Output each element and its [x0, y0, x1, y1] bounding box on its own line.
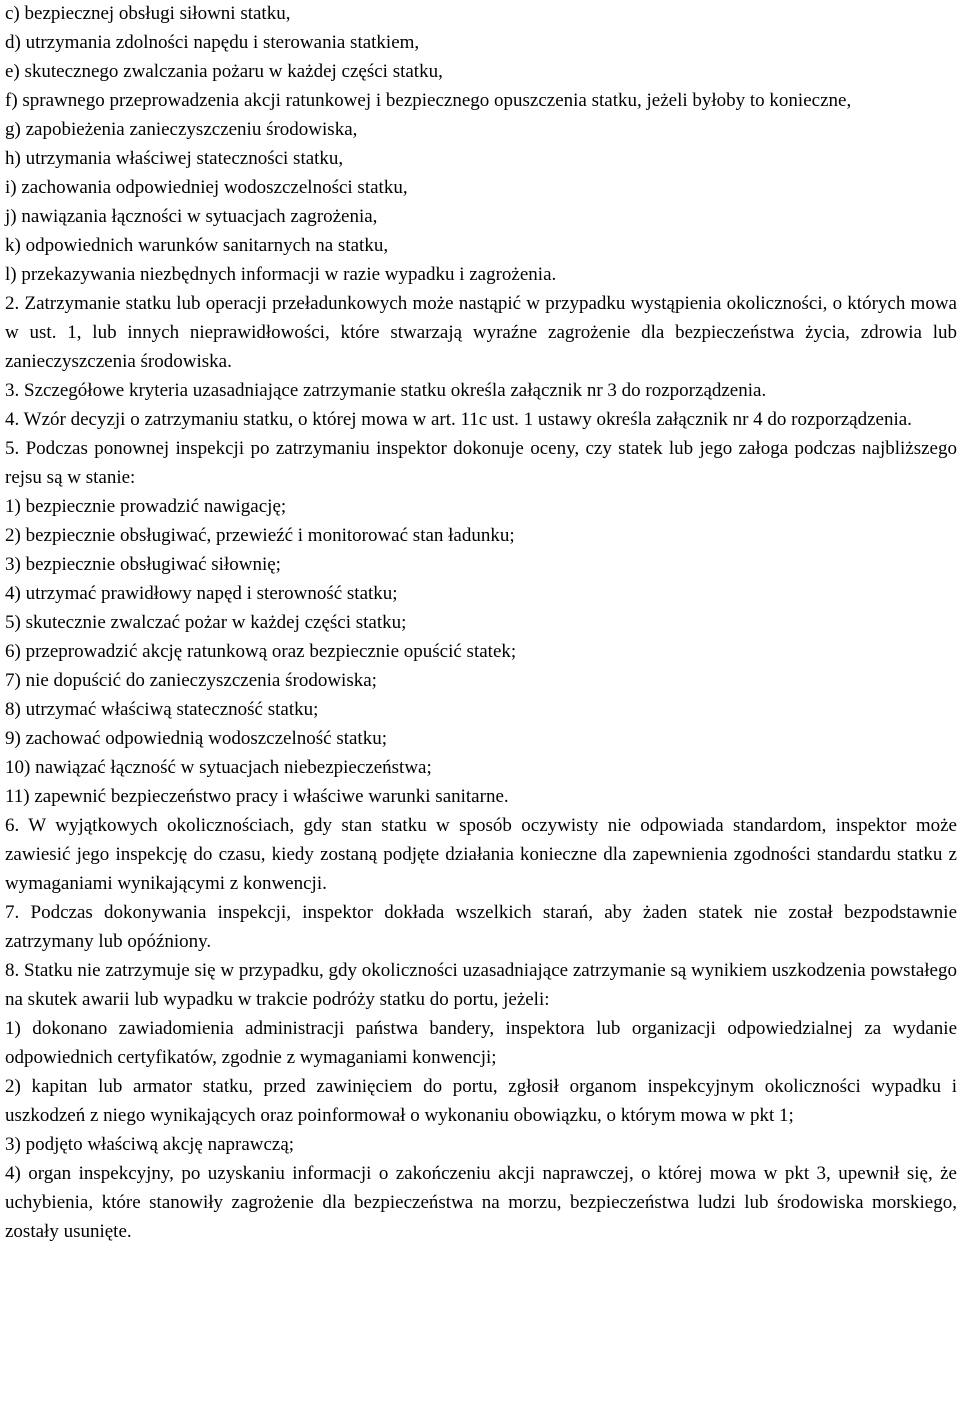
list-item-f: f) sprawnego przeprowadzenia akcji ratunkowej i bezpiecznego opuszczenia statku, jeżeli byłoby to konieczne, [5, 90, 852, 111]
section-7: 7. Podczas dokonywania inspekcji, inspektor dokłada wszelkich starań, aby żaden statek nie został bezpodstawnie zatrzymany lub opóźniony. [5, 902, 957, 952]
section-5-point-4: 4) utrzymać prawidłowy napęd i sterowność statku; [5, 583, 398, 604]
section-5-point-9: 9) zachować odpowiednią wodoszczelność statku; [5, 728, 387, 749]
section-5-point-6: 6) przeprowadzić akcję ratunkową oraz bezpiecznie opuścić statek; [5, 641, 517, 662]
list-item-g: g) zapobieżenia zanieczyszczeniu środowiska, [5, 119, 358, 140]
list-item-e: e) skutecznego zwalczania pożaru w każdej części statku, [5, 61, 443, 82]
section-5-point-11: 11) zapewnić bezpieczeństwo pracy i właściwe warunki sanitarne. [5, 786, 509, 807]
section-8: 8. Statku nie zatrzymuje się w przypadku, gdy okoliczności uzasadniające zatrzymanie są wynikiem uszkodzenia powstałego na skutek awarii lub wypadku w trakcie podróży statku do portu, jeżeli: [5, 960, 957, 1010]
section-5-point-7: 7) nie dopuścić do zanieczyszczenia środowiska; [5, 670, 377, 691]
section-5-point-2: 2) bezpiecznie obsługiwać, przewieźć i monitorować stan ładunku; [5, 525, 515, 546]
list-item-c: c) bezpiecznej obsługi siłowni statku, [5, 3, 291, 24]
section-8-point-4: 4) organ inspekcyjny, po uzyskaniu informacji o zakończeniu akcji naprawczej, o której mowa w pkt 3, upewnił się, że uchybienia, które stanowiły zagrożenie dla bezpieczeństwa na morzu, bezpieczeństwa ludzi lub środowiska morskiego, zostały usunięte. [5, 1163, 957, 1242]
list-item-i: i) zachowania odpowiedniej wodoszczelności statku, [5, 177, 408, 198]
section-2: 2. Zatrzymanie statku lub operacji przeładunkowych może nastąpić w przypadku wystąpienia okoliczności, o których mowa w ust. 1, lub innych nieprawidłowości, które stwarzają wyraźne zagrożenie dla bezpieczeństwa życia, zdrowia lub zanieczyszczenia środowiska. [5, 293, 957, 372]
section-5-point-5: 5) skutecznie zwalczać pożar w każdej części statku; [5, 612, 407, 633]
section-3: 3. Szczegółowe kryteria uzasadniające zatrzymanie statku określa załącznik nr 3 do rozporządzenia. [5, 380, 767, 401]
section-8-point-2: 2) kapitan lub armator statku, przed zawinięciem do portu, zgłosił organom inspekcyjnym okoliczności wypadku i uszkodzeń z niego wynikających oraz poinformował o wykonaniu obowiązku, o którym mowa w pkt 1; [5, 1076, 957, 1126]
list-item-k: k) odpowiednich warunków sanitarnych na statku, [5, 235, 389, 256]
section-5: 5. Podczas ponownej inspekcji po zatrzymaniu inspektor dokonuje oceny, czy statek lub jego załoga podczas najbliższego rejsu są w stanie: [5, 438, 957, 488]
section-5-point-8: 8) utrzymać właściwą stateczność statku; [5, 699, 319, 720]
section-5-point-10: 10) nawiązać łączność w sytuacjach niebezpieczeństwa; [5, 757, 432, 778]
section-5-point-3: 3) bezpiecznie obsługiwać siłownię; [5, 554, 281, 575]
list-item-h: h) utrzymania właściwej stateczności statku, [5, 148, 344, 169]
list-item-j: j) nawiązania łączności w sytuacjach zagrożenia, [5, 206, 378, 227]
list-item-l: l) przekazywania niezbędnych informacji w razie wypadku i zagrożenia. [5, 264, 557, 285]
section-5-point-1: 1) bezpiecznie prowadzić nawigację; [5, 496, 287, 517]
section-6: 6. W wyjątkowych okolicznościach, gdy stan statku w sposób oczywisty nie odpowiada standardom, inspektor może zawiesić jego inspekcję do czasu, kiedy zostaną podjęte działania konieczne dla zapewnienia zgodności standardu statku z wymaganiami wynikającymi z konwencji. [5, 815, 957, 894]
section-4: 4. Wzór decyzji o zatrzymaniu statku, o której mowa w art. 11c ust. 1 ustawy określa załącznik nr 4 do rozporządzenia. [5, 409, 912, 430]
section-8-point-3: 3) podjęto właściwą akcję naprawczą; [5, 1134, 295, 1155]
section-8-point-1: 1) dokonano zawiadomienia administracji państwa bandery, inspektora lub organizacji odpowiedzialnej za wydanie odpowiednich certyfikatów, zgodnie z wymaganiami konwencji; [5, 1018, 957, 1068]
list-item-d: d) utrzymania zdolności napędu i sterowania statkiem, [5, 32, 420, 53]
